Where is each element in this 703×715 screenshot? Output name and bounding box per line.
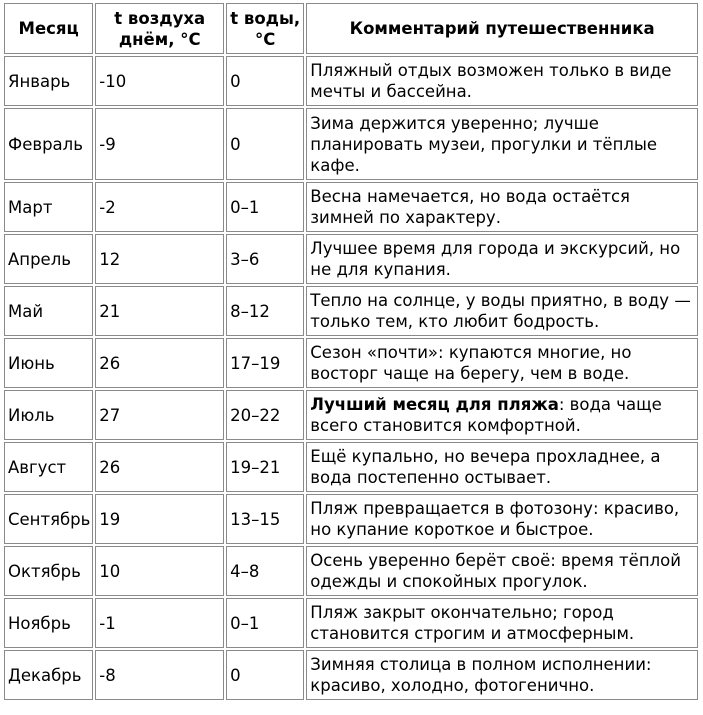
header-water-temp: t воды, °C [226, 3, 304, 54]
table-row [4, 56, 698, 106]
header-month: Месяц [4, 3, 93, 54]
month-cell: Октябрь [4, 546, 93, 596]
comment-cell [306, 546, 698, 596]
comment-text: Лучшее время для города и экскурсий, но не для купания. [310, 239, 681, 279]
month-cell: Февраль [4, 108, 93, 180]
comment-cell [306, 598, 698, 648]
water-temp-cell: 8–12 [226, 286, 304, 336]
comment-cell [306, 286, 698, 336]
header-comment: Комментарий путешественника [306, 3, 698, 54]
comment-text: Зима держится уверенно; лучше планировать музеи, прогулки и тёплые кафе. [310, 113, 658, 175]
air-temp-cell: -8 [95, 650, 224, 700]
air-temp-cell: -1 [95, 598, 224, 648]
air-temp-cell: 19 [95, 494, 224, 544]
month-cell: Август [4, 442, 93, 492]
comment-text: Осень уверенно берёт своё: время тёплой одежды и спокойных прогулок. [310, 551, 681, 591]
month-cell: Июнь [4, 338, 93, 388]
comment-cell [306, 442, 698, 492]
header-air-temp: t воздуха днём, °C [95, 3, 224, 54]
air-temp-cell: -2 [95, 182, 224, 232]
comment-text: Сезон «почти»: купаются многие, но восторг чаще на берегу, чем в воде. [310, 343, 632, 383]
comment-cell [306, 182, 698, 232]
air-temp-cell: 26 [95, 338, 224, 388]
table-row [4, 286, 698, 336]
water-temp-cell: 13–15 [226, 494, 304, 544]
comment-text: Тепло на солнце, у воды приятно, в воду — только тем, кто любит бодрость. [310, 291, 691, 331]
air-temp-cell: 10 [95, 546, 224, 596]
climate-table [2, 1, 700, 702]
water-temp-cell: 17–19 [226, 338, 304, 388]
comment-cell [306, 56, 698, 106]
comment-text: Зимняя столица в полном исполнении: красиво, холодно, фотогенично. [310, 655, 652, 695]
comment-text: Весна намечается, но вода остаётся зимней по характеру. [310, 187, 630, 227]
comment-cell [306, 494, 698, 544]
air-temp-cell: 27 [95, 390, 224, 440]
month-cell: Июль [4, 390, 93, 440]
comment-cell [306, 338, 698, 388]
water-temp-cell: 0–1 [226, 182, 304, 232]
table-header-row [4, 3, 698, 54]
air-temp-cell: 12 [95, 234, 224, 284]
month-cell: Январь [4, 56, 93, 106]
comment-cell [306, 650, 698, 700]
table-row [4, 442, 698, 492]
month-cell: Май [4, 286, 93, 336]
air-temp-cell: -10 [95, 56, 224, 106]
comment-text: Пляж превращается в фотозону: красиво, но купание короткое и быстрое. [310, 499, 680, 539]
comment-cell [306, 108, 698, 180]
month-cell: Апрель [4, 234, 93, 284]
water-temp-cell: 0 [226, 650, 304, 700]
comment-text: : вода чаще всего становится комфортной. [310, 395, 662, 435]
comment-text: Пляжный отдых возможен только в виде мечты и бассейна. [310, 61, 672, 101]
comment-bold: Лучший месяц для пляжа [310, 395, 559, 414]
table-row [4, 108, 698, 180]
table-row [4, 494, 698, 544]
air-temp-cell: 21 [95, 286, 224, 336]
water-temp-cell: 0 [226, 56, 304, 106]
month-cell: Ноябрь [4, 598, 93, 648]
table-row [4, 546, 698, 596]
water-temp-cell: 4–8 [226, 546, 304, 596]
table-row [4, 338, 698, 388]
month-cell: Март [4, 182, 93, 232]
comment-text: Пляж закрыт окончательно; город становится строгим и атмосферным. [310, 603, 635, 643]
comment-text: Ещё купально, но вечера прохладнее, а вода постепенно остывает. [310, 447, 661, 487]
air-temp-cell: -9 [95, 108, 224, 180]
comment-cell [306, 390, 698, 440]
water-temp-cell: 0 [226, 108, 304, 180]
table-row [4, 182, 698, 232]
table-row [4, 650, 698, 700]
water-temp-cell: 0–1 [226, 598, 304, 648]
water-temp-cell: 20–22 [226, 390, 304, 440]
table-row [4, 598, 698, 648]
air-temp-cell: 26 [95, 442, 224, 492]
table-row [4, 234, 698, 284]
table-row [4, 390, 698, 440]
water-temp-cell: 3–6 [226, 234, 304, 284]
water-temp-cell: 19–21 [226, 442, 304, 492]
month-cell: Сентябрь [4, 494, 93, 544]
comment-cell [306, 234, 698, 284]
month-cell: Декабрь [4, 650, 93, 700]
